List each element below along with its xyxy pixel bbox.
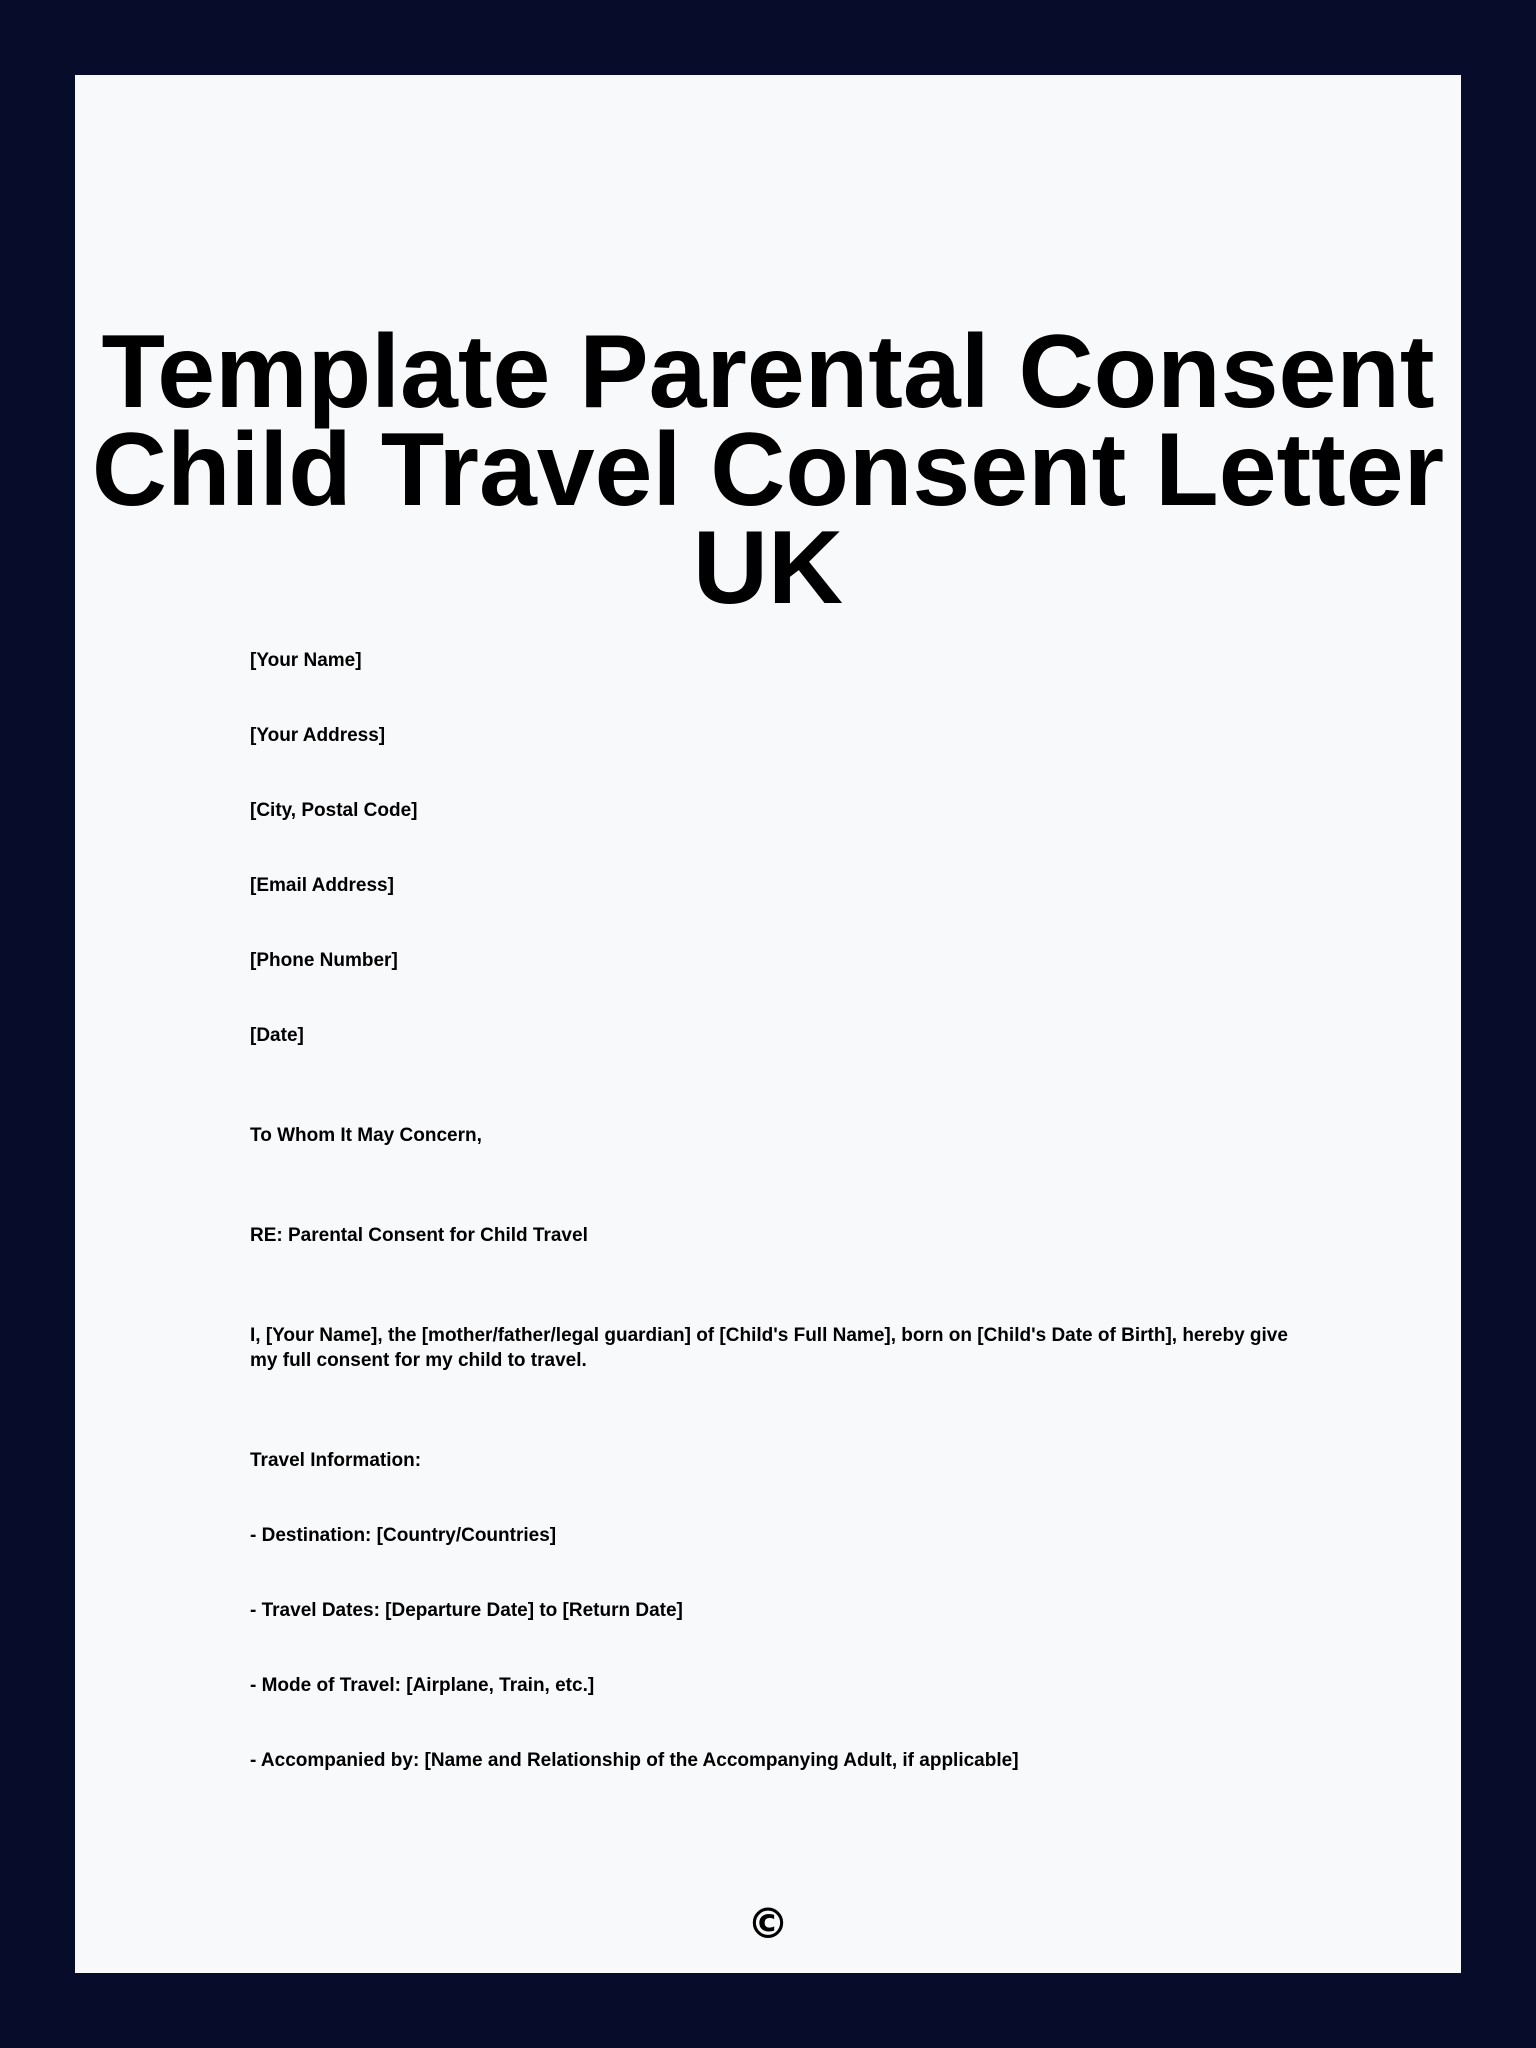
sender-city-postal: [City, Postal Code] xyxy=(250,800,418,821)
title-line-3: UK xyxy=(692,510,844,626)
travel-info-destination: - Destination: [Country/Countries] xyxy=(250,1525,557,1546)
sender-email: [Email Address] xyxy=(250,875,394,896)
travel-info-mode: - Mode of Travel: [Airplane, Train, etc.] xyxy=(250,1675,595,1696)
sender-address: [Your Address] xyxy=(250,725,386,746)
title-line-2: Child Travel Consent Letter xyxy=(91,412,1445,528)
copyright-icon: © xyxy=(747,1899,789,1948)
subject-line: RE: Parental Consent for Child Travel xyxy=(250,1225,588,1246)
sender-phone: [Phone Number] xyxy=(250,950,398,971)
travel-info-dates: - Travel Dates: [Departure Date] to [Return Date] xyxy=(250,1600,683,1621)
letter-date: [Date] xyxy=(250,1025,304,1046)
consent-paragraph: I, [Your Name], the [mother/father/legal guardian] of [Child's Full Name], born on [Child's Date of Birth], hereby give my full consent for my child to travel. xyxy=(250,1325,1288,1371)
salutation: To Whom It May Concern, xyxy=(250,1125,482,1146)
travel-info-accompanied: - Accompanied by: [Name and Relationship of the Accompanying Adult, if applicable] xyxy=(250,1750,1019,1771)
document-page xyxy=(75,75,1461,1973)
sender-name: [Your Name] xyxy=(250,650,362,671)
document-title xyxy=(75,314,1461,626)
title-line-1: Template Parental Consent xyxy=(101,314,1435,430)
travel-info-heading: Travel Information: xyxy=(250,1450,422,1471)
